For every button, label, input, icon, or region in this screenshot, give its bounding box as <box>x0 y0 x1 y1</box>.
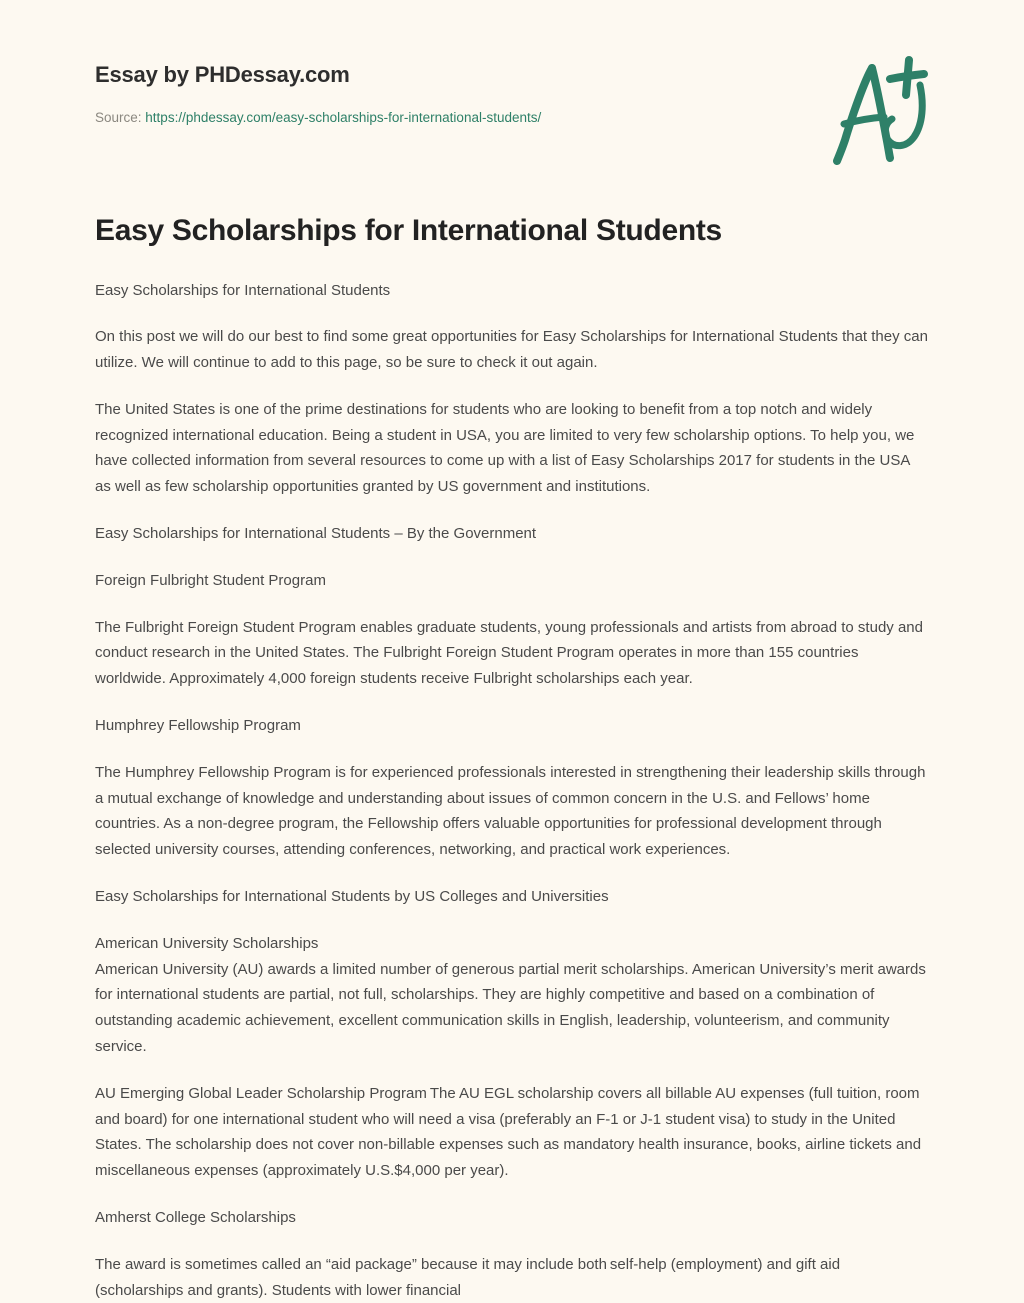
article-paragraph: The award is sometimes called an “aid package” because it may include both self-help (employment) and gift aid (scholarships and grants). Students with lower financial <box>95 1252 929 1303</box>
article-paragraph: The Fulbright Foreign Student Program enables graduate students, young professionals and artists from abroad to study and conduct research in the United States. The Fulbright Foreign Student Program operates in more than 155 countries worldwide. Approximately 4,000 foreign students receive Fulbright scholarships each year. <box>95 615 929 692</box>
paragraph-list <box>95 278 929 1303</box>
article-paragraph: Easy Scholarships for International Students <box>95 278 929 304</box>
article-paragraph: American University Scholarships <box>95 931 929 957</box>
brand-title: Essay by PHDessay.com <box>95 62 541 88</box>
article-paragraph: Foreign Fulbright Student Program <box>95 568 929 594</box>
page-title: Easy Scholarships for International Students <box>95 212 929 250</box>
article-paragraph: Humphrey Fellowship Program <box>95 713 929 739</box>
source-label: Source: <box>95 110 142 125</box>
article-paragraph: The Humphrey Fellowship Program is for experienced professionals interested in strengthening their leadership skills through a mutual exchange of knowledge and understanding about issues of common concern in the U.S. and Fellows’ home countries. As a non-degree program, the Fellowship offers valuable opportunities for professional development through selected university courses, attending conferences, networking, and practical work experiences. <box>95 760 929 863</box>
header-text-block <box>95 62 541 127</box>
article-paragraph: On this post we will do our best to find some great opportunities for Easy Scholarships for International Students that they can utilize. We will continue to add to this page, so be sure to check it out again. <box>95 324 929 376</box>
source-line <box>95 110 541 126</box>
article-paragraph: Easy Scholarships for International Students by US Colleges and Universities <box>95 884 929 910</box>
aplus-logo-icon <box>824 52 936 170</box>
source-url-link[interactable]: https://phdessay.com/easy-scholarships-for-international-students/ <box>145 110 541 125</box>
article-paragraph: AU Emerging Global Leader Scholarship Program The AU EGL scholarship covers all billable AU expenses (full tuition, room and board) for one international student who will need a visa (preferably an F-1 or J-1 student visa) to study in the United States. The scholarship does not cover non-billable expenses such as mandatory health insurance, books, airline tickets and miscellaneous expenses (approximately U.S.$4,000 per year). <box>95 1081 929 1184</box>
page-header <box>0 0 1024 182</box>
article-paragraph: The United States is one of the prime destinations for students who are looking to benefit from a top notch and widely recognized international education. Being a student in USA, you are limited to very few scholarship options. To help you, we have collected information from several resources to come up with a list of Easy Scholarships 2017 for students in the USA as well as few scholarship opportunities granted by US government and institutions. <box>95 397 929 500</box>
article-body <box>95 212 929 1303</box>
article-paragraph: Easy Scholarships for International Students – By the Government <box>95 521 929 547</box>
article-paragraph: American University (AU) awards a limited number of generous partial merit scholarships. American University’s merit awards for international students are partial, not full, scholarships. They are highly competitive and based on a combination of outstanding academic achievement, excellent communication skills in English, leadership, volunteerism, and community service. <box>95 957 929 1060</box>
article-paragraph: Amherst College Scholarships <box>95 1205 929 1231</box>
